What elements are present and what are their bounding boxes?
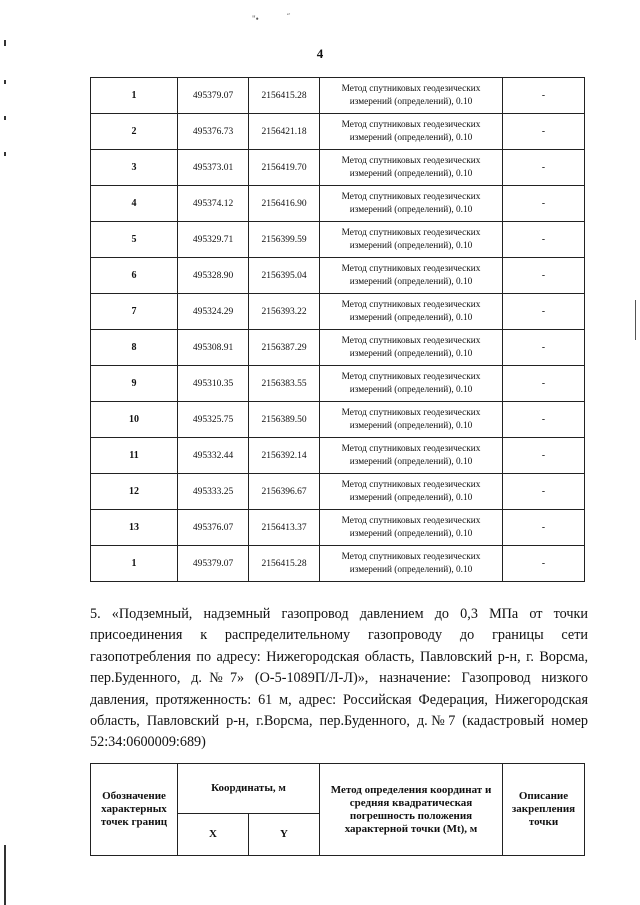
- y-coordinate-cell: 2156399.59: [249, 222, 320, 258]
- x-coordinate-cell: 495329.71: [178, 222, 249, 258]
- x-coordinate-cell: 495310.35: [178, 366, 249, 402]
- y-coordinate-cell: 2156396.67: [249, 474, 320, 510]
- method-line-1: Метод спутниковых геодезических: [341, 263, 481, 274]
- description-cell: -: [503, 474, 585, 510]
- y-coordinate-cell: 2156383.55: [249, 366, 320, 402]
- method-line-1: Метод спутниковых геодезических: [341, 443, 481, 454]
- header-coordinates: Координаты, м: [178, 764, 320, 814]
- table-row: [91, 546, 585, 582]
- description-cell: -: [503, 114, 585, 150]
- method-line-2: измерений (определений), 0.10: [349, 456, 473, 467]
- method-line-1: Метод спутниковых геодезических: [341, 191, 481, 202]
- scan-mark: ˝: [287, 12, 290, 22]
- y-coordinate-cell: 2156389.50: [249, 402, 320, 438]
- scan-edge-mark: [635, 300, 636, 340]
- method-line-1: Метод спутниковых геодезических: [341, 335, 481, 346]
- point-number-cell: 6: [91, 258, 178, 294]
- point-number-cell: 1: [91, 546, 178, 582]
- method-line-1: Метод спутниковых геодезических: [341, 299, 481, 310]
- table-row: [91, 78, 585, 114]
- method-line-1: Метод спутниковых геодезических: [341, 371, 481, 382]
- table-row: [91, 294, 585, 330]
- table-row: [91, 222, 585, 258]
- y-coordinate-cell: 2156387.29: [249, 330, 320, 366]
- x-coordinate-cell: 495373.01: [178, 150, 249, 186]
- point-number-cell: 12: [91, 474, 178, 510]
- coordinates-table-header: [90, 763, 585, 856]
- x-coordinate-cell: 495332.44: [178, 438, 249, 474]
- method-line-2: измерений (определений), 0.10: [349, 132, 473, 143]
- method-line-2: измерений (определений), 0.10: [349, 312, 473, 323]
- x-coordinate-cell: 495376.07: [178, 510, 249, 546]
- point-number-cell: 11: [91, 438, 178, 474]
- table-row: [91, 114, 585, 150]
- x-coordinate-cell: 495325.75: [178, 402, 249, 438]
- x-coordinate-cell: 495308.91: [178, 330, 249, 366]
- scan-edge-mark: [4, 152, 6, 156]
- description-cell: -: [503, 366, 585, 402]
- method-line-1: Метод спутниковых геодезических: [341, 479, 481, 490]
- description-cell: -: [503, 222, 585, 258]
- method-line-2: измерений (определений), 0.10: [349, 492, 473, 503]
- method-line-1: Метод спутниковых геодезических: [341, 227, 481, 238]
- y-coordinate-cell: 2156395.04: [249, 258, 320, 294]
- description-cell: -: [503, 186, 585, 222]
- method-line-2: измерений (определений), 0.10: [349, 96, 473, 107]
- method-cell: [320, 402, 503, 438]
- coordinates-table: [90, 77, 585, 582]
- y-coordinate-cell: 2156415.28: [249, 78, 320, 114]
- x-coordinate-cell: 495324.29: [178, 294, 249, 330]
- header-method: Метод определения координат и средняя квадратическая погрешность положения характерной точки (Mt), м: [320, 764, 503, 856]
- description-cell: -: [503, 402, 585, 438]
- table-row: [91, 150, 585, 186]
- point-number-cell: 4: [91, 186, 178, 222]
- x-coordinate-cell: 495333.25: [178, 474, 249, 510]
- table-row: [91, 438, 585, 474]
- table-row: [91, 366, 585, 402]
- point-number-cell: 3: [91, 150, 178, 186]
- x-coordinate-cell: 495328.90: [178, 258, 249, 294]
- y-coordinate-cell: 2156415.28: [249, 546, 320, 582]
- method-cell: [320, 258, 503, 294]
- table-row: [91, 474, 585, 510]
- method-cell: [320, 222, 503, 258]
- method-line-2: измерений (определений), 0.10: [349, 528, 473, 539]
- scan-mark: "•: [252, 14, 259, 24]
- table-row: [91, 510, 585, 546]
- description-cell: -: [503, 546, 585, 582]
- method-cell: [320, 474, 503, 510]
- y-coordinate-cell: 2156393.22: [249, 294, 320, 330]
- scan-edge-mark: [4, 80, 6, 84]
- point-number-cell: 13: [91, 510, 178, 546]
- point-number-cell: 9: [91, 366, 178, 402]
- description-cell: -: [503, 330, 585, 366]
- object-description-text: 5. «Подземный, надземный газопровод давлением до 0,3 МПа от точки присоединения к распределительному газопроводу до границы сети газопотребления по адресу: Нижегородская область, Павловский р-н, г. Ворсма, пер.Буденного, д.№7» (О-5-1089П/Л-Л)», назначение: Газопровод низкого давления, протяженность: 61 м, адрес: Российская Федерация, Нижегородская область, Павловский р-н, г.Ворсма, пер.Буденного, д.№7 (кадастровый номер 52:34:0600009:689): [90, 606, 588, 751]
- description-cell: -: [503, 294, 585, 330]
- x-coordinate-cell: 495379.07: [178, 78, 249, 114]
- description-cell: -: [503, 258, 585, 294]
- method-cell: [320, 186, 503, 222]
- scan-edge-mark: [4, 845, 6, 905]
- x-coordinate-cell: 495374.12: [178, 186, 249, 222]
- x-coordinate-cell: 495379.07: [178, 546, 249, 582]
- method-cell: [320, 366, 503, 402]
- method-cell: [320, 330, 503, 366]
- x-coordinate-cell: 495376.73: [178, 114, 249, 150]
- method-line-2: измерений (определений), 0.10: [349, 420, 473, 431]
- method-line-2: измерений (определений), 0.10: [349, 240, 473, 251]
- description-cell: -: [503, 510, 585, 546]
- y-coordinate-cell: 2156419.70: [249, 150, 320, 186]
- method-cell: [320, 78, 503, 114]
- table-row: [91, 186, 585, 222]
- method-cell: [320, 294, 503, 330]
- header-description: Описание закрепления точки: [503, 764, 585, 856]
- method-line-2: измерений (определений), 0.10: [349, 204, 473, 215]
- method-line-1: Метод спутниковых геодезических: [341, 407, 481, 418]
- method-cell: [320, 510, 503, 546]
- point-number-cell: 1: [91, 78, 178, 114]
- table-row: [91, 330, 585, 366]
- method-cell: [320, 114, 503, 150]
- method-line-2: измерений (определений), 0.10: [349, 168, 473, 179]
- description-cell: -: [503, 438, 585, 474]
- table-row: [91, 402, 585, 438]
- point-number-cell: 10: [91, 402, 178, 438]
- method-line-2: измерений (определений), 0.10: [349, 384, 473, 395]
- method-line-1: Метод спутниковых геодезических: [341, 515, 481, 526]
- method-cell: [320, 150, 503, 186]
- method-cell: [320, 546, 503, 582]
- method-line-2: измерений (определений), 0.10: [349, 348, 473, 359]
- page-number: 4: [316, 46, 324, 61]
- method-line-2: измерений (определений), 0.10: [349, 276, 473, 287]
- point-number-cell: 8: [91, 330, 178, 366]
- point-number-cell: 7: [91, 294, 178, 330]
- y-coordinate-cell: 2156421.18: [249, 114, 320, 150]
- y-coordinate-cell: 2156392.14: [249, 438, 320, 474]
- point-number-cell: 5: [91, 222, 178, 258]
- method-line-1: Метод спутниковых геодезических: [341, 155, 481, 166]
- y-coordinate-cell: 2156413.37: [249, 510, 320, 546]
- header-x: X: [178, 814, 249, 856]
- point-number-cell: 2: [91, 114, 178, 150]
- method-line-1: Метод спутниковых геодезических: [341, 119, 481, 130]
- description-cell: -: [503, 78, 585, 114]
- y-coordinate-cell: 2156416.90: [249, 186, 320, 222]
- scan-edge-mark: [4, 116, 6, 120]
- object-description: [90, 604, 588, 754]
- header-y: Y: [249, 814, 320, 856]
- method-line-1: Метод спутниковых геодезических: [341, 551, 481, 562]
- table-row: [91, 258, 585, 294]
- method-line-1: Метод спутниковых геодезических: [341, 83, 481, 94]
- method-cell: [320, 438, 503, 474]
- description-cell: -: [503, 150, 585, 186]
- header-point-label: Обозначение характерных точек границ: [91, 764, 178, 856]
- method-line-2: измерений (определений), 0.10: [349, 564, 473, 575]
